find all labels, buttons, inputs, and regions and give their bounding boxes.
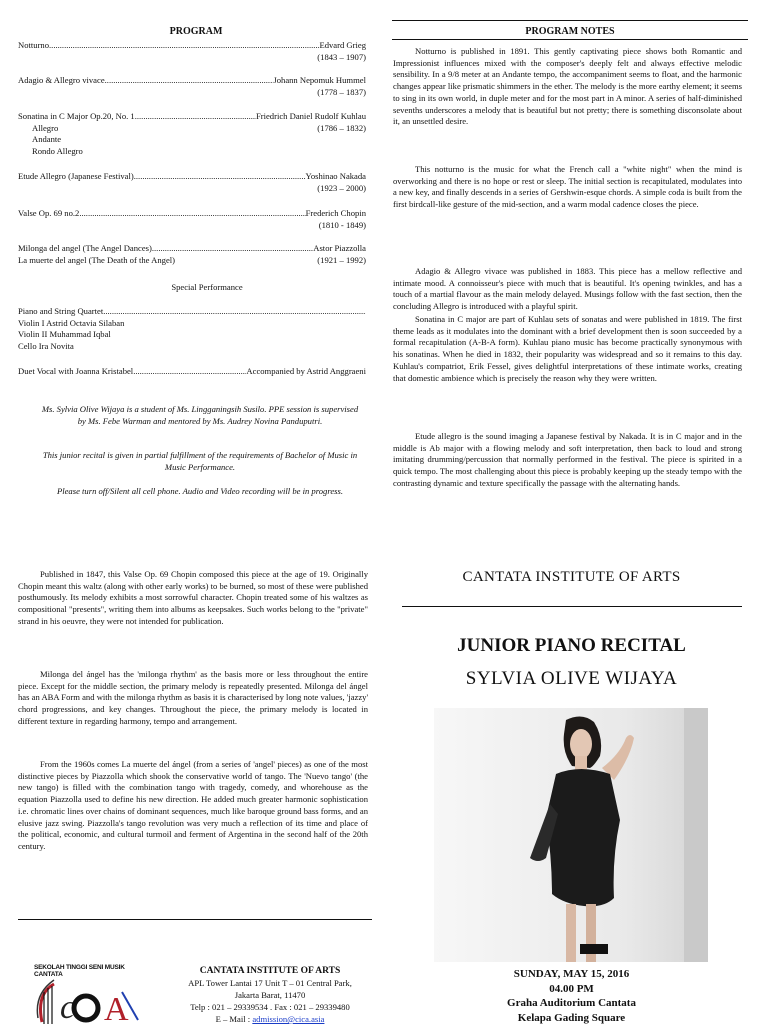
entry-composer: Johann Nepomuk Hummel (273, 75, 366, 85)
footer-email-link[interactable]: admission@cica.asia (252, 1014, 325, 1024)
entry-years: (1810 - 1849) (318, 219, 366, 230)
cantata-logo (20, 962, 150, 1024)
entry-title2: La muerte del angel (The Death of the Angel) (18, 254, 176, 265)
footer-rule (18, 919, 372, 920)
entry-composer: Frederich Chopin (305, 208, 366, 218)
quartet-member: Violin I Astrid Octavia Silaban (18, 317, 125, 328)
duet-title: Duet Vocal with Joanna Kristabel (18, 366, 134, 376)
entry-title: Sonatina in C Major Op.20, No. 1 (18, 111, 135, 121)
movement: Andante (32, 134, 62, 145)
entry-composer: Yoshinao Nakada (305, 171, 366, 181)
quartet-label: Piano and String Quartet (18, 306, 104, 316)
program-notes-heading: PROGRAM NOTES (525, 26, 615, 37)
footer-email-label: E – Mail : (215, 1014, 253, 1024)
quartet-member: Cello Ira Novita (18, 340, 74, 351)
program-entry-hummel (18, 75, 366, 98)
performer-photo (434, 708, 708, 962)
footer-institute: CANTATA INSTITUTE OF ARTS (199, 966, 341, 976)
movement: Rondo Allegro (32, 145, 83, 156)
entry-years: (1786 – 1832) (317, 122, 366, 133)
program-entry-nakada (18, 171, 366, 194)
svg-text:c: c (60, 989, 76, 1026)
entry-years: (1843 – 1907) (317, 51, 366, 62)
entry-title: Etude Allegro (Japanese Festival) (18, 171, 134, 181)
performer-name: SYLVIA OLIVE WIJAYA (465, 668, 678, 689)
notes-paragraph-white-night: This notturno is the music for what the French call a "white night" when the mind is overworking and there is no hope or rest or sleep. The initial section is recapitulated, modulates into a new key, and finally descends in a series of Gershwin-esque chords. A simple coda is built from the first birdcall-like gesture of the mid-section, and a warm modal cadence closes the piece. (393, 164, 742, 210)
movement: Allegro (32, 122, 59, 133)
entry-title: Notturno (18, 40, 50, 50)
notes-top-rule (392, 20, 748, 21)
performer-portrait-icon (434, 708, 708, 962)
entry-years: (1921 – 1992) (317, 254, 366, 265)
event-time: 04.00 PM (549, 982, 594, 995)
notes-paragraph-chopin: Published in 1847, this Valse Op. 69 Chopin composed this piece at the age of 19. Originally Chopin meant this waltz (along with other early works) to be burned, so most of these were published posthumously. Its melody exhibits a most sorrowful character. Chopin treated some of his waltzes as compositional "presents", writing them into albums as keepsakes. Such works belong to the "private" strand in his oeuvre, they were not intended for publication. (18, 569, 368, 626)
entry-composer: Friedrich Daniel Rudolf Kuhlau (255, 111, 366, 121)
entry-title: Adagio & Allegro vivace (18, 75, 105, 85)
cover-institute: CANTATA INSTITUTE OF ARTS (462, 569, 681, 585)
entry-years: (1778 – 1837) (317, 86, 366, 97)
event-venue: Graha Auditorium Cantata (507, 997, 636, 1009)
entry-title: Valse Op. 69 no.2 (18, 208, 80, 218)
event-details (400, 967, 743, 1025)
logo-caption: SEKOLAH TINGGI SENI MUSIK CANTATA (34, 964, 125, 978)
phone-silence-note: Please turn off/Silent all cell phone. Audio and Video recording will be in progress. (56, 486, 344, 496)
special-performance-heading: Special Performance (171, 282, 243, 292)
notes-paragraph-kuhlau: Sonatina in C major are part of Kuhlau sets of sonatas and were published in 1819. The first theme leads as it modulates into the dominant with a brief development then is soon succeeded by a formal recapitulation (A-B-A form). Kuhlau piano music has become practically synonymous with his sonatinas. When he died in 1832, their popularity was widespread and so it remains to this day. Kuhlau's compatriot, Erik Fessel, gives delightful interpretations of these intimate works, creating that domestic ambience which is precisely the reason why they were written. (393, 314, 742, 383)
footer-phone: Telp : 021 – 29339534 . Fax : 021 – 29339480 (190, 1002, 350, 1012)
program-entry-notturno (18, 40, 366, 63)
notes-paragraph-muerte: From the 1960s comes La muerte del ángel (from a series of 'angel' pieces) as one of the most distinctive pieces by Piazzolla which shook the conservative world of tango. The 'Nuevo tango' (the new tango) is filled with the combination tango with tragedy, comedy, and whorehouse as the equation Piazzolla used to define his new direction. He added much greater harmonic sophistication i.e. chromatic lines over chains of dominant sequences, much like baroque ground bass forms, and an elusive jazz swing. Piazzolla's tango revolution was very much a reflection of its time and place of the political, economic, and cultural turmoil and ferment of Argentina in the second half of the 20th century. (18, 759, 368, 851)
footer-address-line1: APL Tower Lantai 17 Unit T – 01 Central Park, (188, 978, 352, 988)
notes-paragraph-nakada: Etude allegro is the sound imaging a Japanese festival by Nakada. It is in C major and in the middle is Ab major with a flowing melody and soft interpretation, then back to loud and strong imitating drumming/percussion that normally performed in the festival. The piece is spirited in a quick tempo. The most challenging about this piece is probably keeping up the steady tempo with the contrasting dynamic and texture specifically the passage with the alternating hands. (393, 431, 742, 488)
entry-years: (1923 – 2000) (317, 182, 366, 193)
footer-email-line (150, 1013, 390, 1025)
fulfillment-note: This junior recital is given in partial fulfillment of the requirements of Bachelor of Music in Music Performance. (42, 450, 358, 472)
program-entry-chopin (18, 208, 366, 231)
event-date: SUNDAY, MAY 15, 2016 (513, 968, 630, 980)
cover-rule (402, 606, 742, 607)
footer-contact (150, 977, 390, 1025)
quartet-member: Violin II Muhammad Iqbal (18, 329, 111, 340)
svg-text:A: A (104, 991, 129, 1026)
program-entry-kuhlau (18, 111, 366, 157)
duet-accompany: Accompanied by Astrid Anggraeni (246, 366, 366, 376)
program-heading: PROGRAM (169, 26, 223, 37)
duet-entry (18, 366, 366, 378)
footer-address-line2: Jakarta Barat, 11470 (234, 990, 306, 1000)
program-entry-piazzolla (18, 243, 366, 266)
quartet-block (18, 306, 366, 352)
supervision-note: Ms. Sylvia Olive Wijaya is a student of Ms. Lingganingsih Susilo. PPE session is supervised by Ms. Febe Warman and mentored by Ms. Audrey Novina Panduputri. (41, 404, 359, 426)
entry-composer: Edvard Grieg (319, 40, 366, 50)
notes-paragraph-hummel: Adagio & Allegro vivace was published in 1883. This piece has a mellow reflective and intimate mood. A connoisseur's piece with much that is beautiful. It's opening twinkles, and has a touch of a martial flavour as the main melody delayed. Musings follow with the fast section, then the concluding Allegro is introduced with a playful spirit. (393, 266, 742, 312)
notes-heading-rule (392, 39, 748, 40)
event-venue-location: Kelapa Gading Square (517, 1011, 626, 1024)
notes-paragraph-milonga: Milonga del ángel has the 'milonga rhythm' as the basis more or less throughout the entire piece. Except for the middle section, the primary melody is repeatedly presented. Milonga del ángel has an ABA Form and with the milonga rhythm as basis it is characterised by long note values, 'jazzy' chord progressions, and key changes. Throughout the piece, the primary melody is located in different texture in regarding harmony, tempo and arrangement. (18, 669, 368, 726)
recital-title: JUNIOR PIANO RECITAL (457, 635, 686, 656)
entry-title: Milonga del angel (The Angel Dances) (18, 243, 152, 253)
notes-paragraph-notturno: Notturno is published in 1891. This gently captivating piece shows both Romantic and Impressionist influences mixed with the composer's deeply felt and always effective melodic sensibility. In a 9/8 meter at an Andante tempo, the accompaniment seems to float, and the harmonic changes appear like prismatic shimmers in the ether. The melody is the more earthy element; it seems to sing in its own world, in duple meter and for the most part in A minor. A series of half-diminished sevenths underscores a melody that is beautiful but not pretty; there is something disconsolate about it, an unsettled desire. (393, 46, 742, 127)
logo-mark-icon (20, 974, 150, 1026)
entry-composer: Astor Piazzolla (313, 243, 366, 253)
